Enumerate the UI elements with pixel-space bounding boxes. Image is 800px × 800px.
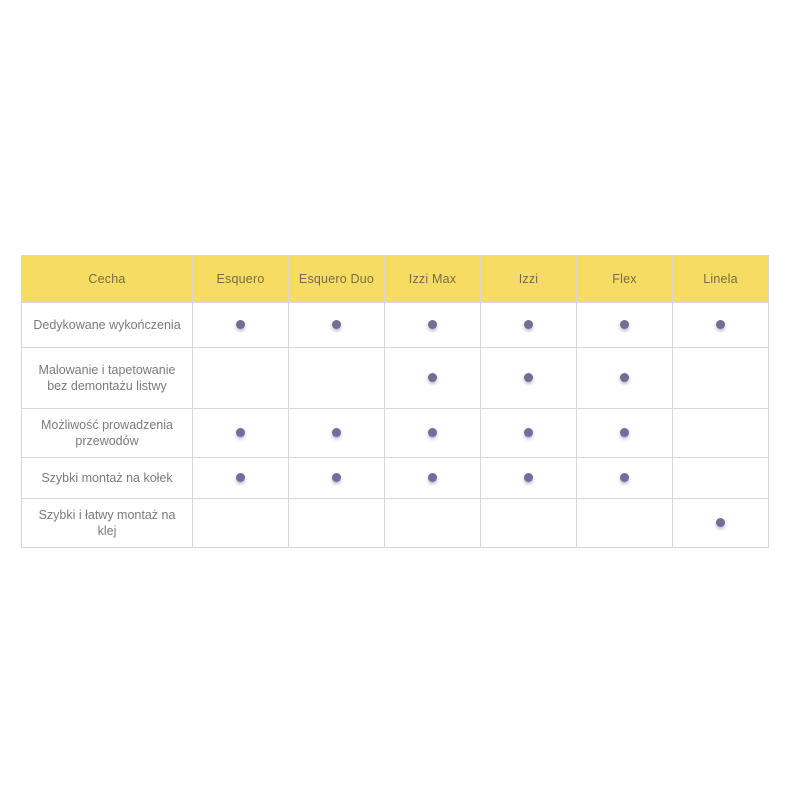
column-header-esquero: Esquero xyxy=(193,256,289,303)
dot-icon xyxy=(620,473,629,482)
cell-flex xyxy=(577,348,673,409)
cell-esquero-duo xyxy=(289,499,385,548)
cell-flex xyxy=(577,458,673,499)
cell-izzi xyxy=(481,409,577,458)
cell-esquero-duo xyxy=(289,348,385,409)
dot-icon xyxy=(716,320,725,329)
cell-esquero xyxy=(193,303,289,348)
cell-izzi xyxy=(481,499,577,548)
cell-flex xyxy=(577,499,673,548)
cell-izzi-max xyxy=(385,409,481,458)
feature-label: Szybki montaż na kołek xyxy=(22,458,193,499)
dot-icon xyxy=(236,320,245,329)
cell-flex xyxy=(577,409,673,458)
dot-icon xyxy=(620,428,629,437)
cell-linela xyxy=(673,348,769,409)
table-row xyxy=(22,303,769,348)
dot-icon xyxy=(428,320,437,329)
dot-icon xyxy=(524,320,533,329)
cell-linela xyxy=(673,409,769,458)
column-header-feature: Cecha xyxy=(22,256,193,303)
column-header-izzi: Izzi xyxy=(481,256,577,303)
feature-label: Malowanie i tapetowanie bez demontażu listwy xyxy=(22,348,193,409)
table-row xyxy=(22,458,769,499)
cell-linela xyxy=(673,499,769,548)
cell-esquero xyxy=(193,499,289,548)
cell-izzi-max xyxy=(385,303,481,348)
table-header xyxy=(22,256,769,303)
dot-icon xyxy=(620,320,629,329)
cell-izzi-max xyxy=(385,458,481,499)
cell-esquero-duo xyxy=(289,409,385,458)
dot-icon xyxy=(428,373,437,382)
dot-icon xyxy=(428,473,437,482)
column-header-esquero-duo: Esquero Duo xyxy=(289,256,385,303)
column-header-flex: Flex xyxy=(577,256,673,303)
comparison-table-container xyxy=(21,255,761,548)
cell-izzi xyxy=(481,458,577,499)
product-comparison-table xyxy=(21,255,769,548)
column-header-izzi-max: Izzi Max xyxy=(385,256,481,303)
cell-linela xyxy=(673,458,769,499)
feature-label: Dedykowane wykończenia xyxy=(22,303,193,348)
cell-izzi xyxy=(481,303,577,348)
cell-esquero xyxy=(193,348,289,409)
dot-icon xyxy=(428,428,437,437)
dot-icon xyxy=(332,320,341,329)
dot-icon xyxy=(332,473,341,482)
dot-icon xyxy=(620,373,629,382)
column-header-linela: Linela xyxy=(673,256,769,303)
cell-esquero xyxy=(193,458,289,499)
cell-esquero xyxy=(193,409,289,458)
cell-izzi-max xyxy=(385,499,481,548)
dot-icon xyxy=(236,473,245,482)
table-row xyxy=(22,409,769,458)
feature-label: Szybki i łatwy montaż na klej xyxy=(22,499,193,548)
table-row xyxy=(22,499,769,548)
cell-izzi-max xyxy=(385,348,481,409)
header-row xyxy=(22,256,769,303)
table-row xyxy=(22,348,769,409)
cell-esquero-duo xyxy=(289,458,385,499)
dot-icon xyxy=(524,473,533,482)
cell-izzi xyxy=(481,348,577,409)
table-body xyxy=(22,303,769,548)
cell-linela xyxy=(673,303,769,348)
dot-icon xyxy=(236,428,245,437)
dot-icon xyxy=(716,518,725,527)
dot-icon xyxy=(332,428,341,437)
dot-icon xyxy=(524,428,533,437)
feature-label: Możliwość prowadzenia przewodów xyxy=(22,409,193,458)
dot-icon xyxy=(524,373,533,382)
cell-esquero-duo xyxy=(289,303,385,348)
cell-flex xyxy=(577,303,673,348)
